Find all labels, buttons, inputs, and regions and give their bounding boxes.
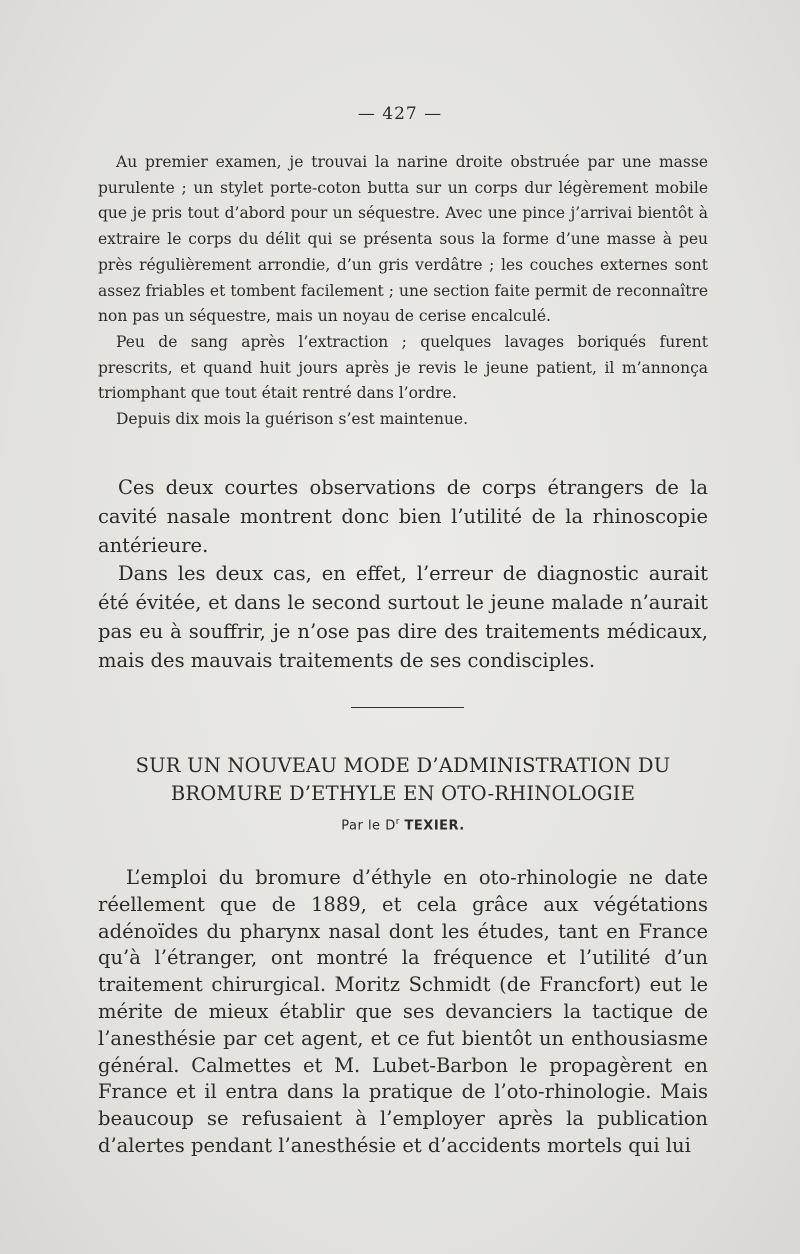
- observation-paragraph-2: Peu de sang après l’extraction ; quelques lavages boriqués furent prescrits, et quand huit jours après je revis le jeune patient, il m’annonça triomphant que tout était rentré dans l’ordre.: [98, 332, 708, 403]
- article-title-line-2: BROMURE D’ETHYLE EN OTO-RHINOLOGIE: [170, 782, 636, 805]
- article-title-line-1: SUR UN NOUVEAU MODE D’ADMINISTRATION DU: [135, 754, 671, 777]
- byline-prefix: Par le D: [341, 818, 396, 834]
- section-divider: [351, 707, 464, 708]
- article-byline: [98, 817, 708, 833]
- article-author: TEXIER.: [404, 818, 465, 834]
- conclusion-paragraph-2: Dans les deux cas, en effet, l’erreur de diagnostic aurait été évitée, et dans le second surtout le jeune malade n’aurait pas eu à souffrir, je n’ose pas dire des traitements médicaux, mais des mauvais traitements de ses condisciples.: [98, 562, 708, 672]
- article-title: [98, 752, 708, 808]
- observation-section: [98, 150, 708, 433]
- article-paragraph-1: L’emploi du bromure d’éthyle en oto-rhinologie ne date réellement que de 1889, et cela grâce aux végétations adénoïdes du pharynx nasal dont les études, tant en France qu’à l’étranger, ont montré la fréquence et l’utilité d’un traitement chirurgical. Moritz Schmidt (de Francfort) eut le mérite de mieux établir que ses devanciers la tactique de l’anesthésie par cet agent, et ce fut bientôt un enthousiasme général. Calmettes et M. Lubet-Barbon le propagèrent en France et il entra dans la pratique de l’oto-rhinologie. Mais beaucoup se refusaient à l’employer après la publication d’alertes pendant l’anesthésie et d’accidents mortels qui lui: [98, 866, 708, 1157]
- byline-superscript: r: [395, 817, 400, 827]
- observation-paragraph-1: Au premier examen, je trouvai la narine droite obstruée par une masse purulente ; un stylet porte-coton butta sur un corps dur légèrement mobile que je pris tout d’abord pour un séquestre. Avec une pince j’arrivai bientôt à extraire le corps du délit qui se présenta sous la forme d’une masse à peu près régulièrement arrondie, d’un gris verdâtre ; les couches externes sont assez friables et tombent facilement ; une section faite permit de reconnaître non pas un séquestre, mais un noyau de cerise encalculé.: [98, 153, 708, 326]
- page-number: — 427 —: [357, 104, 443, 124]
- article-body: [98, 865, 708, 1160]
- observation-paragraph-3: Depuis dix mois la guérison s’est maintenue.: [116, 410, 469, 429]
- conclusion-section: [98, 474, 708, 676]
- conclusion-paragraph-1: Ces deux courtes observations de corps étrangers de la cavité nasale montrent donc bien l’utilité de la rhinoscopie antérieure.: [98, 476, 708, 557]
